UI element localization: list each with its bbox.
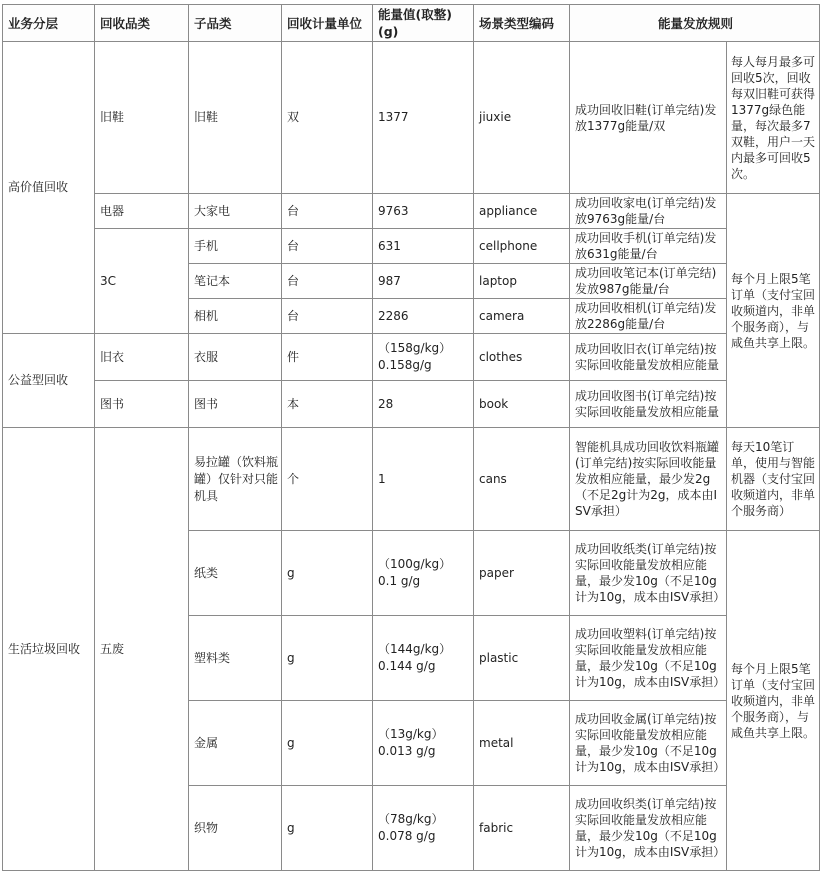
subcategory-cell: 衣服 [189,334,282,381]
rule-cell: 成功回收旧鞋(订单完结)发放1377g能量/双 [570,42,727,194]
rule-cell: 智能机具成功回收饮料瓶罐(订单完结)按实际回收能量发放相应能量，最少发2g（不足2g计为2g，成本由ISV承担） [570,428,727,531]
rule-cell: 成功回收相机(订单完结)发放2286g能量/台 [570,299,727,334]
unit-cell: 双 [282,42,373,194]
limit-cell: 每人每月最多可回收5次，回收每双旧鞋可获得1377g绿色能量，每次最多7双鞋，用户一天内最多可回收5次。 [727,42,820,194]
subcategory-cell: 旧鞋 [189,42,282,194]
energy-cell: （13g/kg） 0.013 g/g [373,701,474,786]
energy-cell: （78g/kg） 0.078 g/g [373,786,474,871]
energy-cell: 28 [373,381,474,428]
subcategory-cell: 大家电 [189,194,282,229]
category-cell: 图书 [95,381,189,428]
rule-cell: 成功回收织类(订单完结)按实际回收能量发放相应能量，最少发10g（不足10g计为10g，成本由ISV承担） [570,786,727,871]
scene-code-cell: paper [474,531,570,616]
subcategory-cell: 图书 [189,381,282,428]
limit-cell: 每天10笔订单，使用与智能机器（支付宝回收频道内，非单个服务商） [727,428,820,531]
limit-cell: 每个月上限5笔订单（支付宝回收频道内，非单个服务商），与咸鱼共享上限。 [727,531,820,871]
header-energy: 能量值(取整)(g) [373,5,474,42]
scene-code-cell: appliance [474,194,570,229]
header-subcategory: 子品类 [189,5,282,42]
scene-code-cell: cellphone [474,229,570,264]
scene-code-cell: camera [474,299,570,334]
header-scene-code: 场景类型编码 [474,5,570,42]
energy-cell: 2286 [373,299,474,334]
energy-cell: 987 [373,264,474,299]
category-cell: 五废 [95,428,189,871]
energy-cell: （144g/kg） 0.144 g/g [373,616,474,701]
unit-cell: 台 [282,229,373,264]
header-rule: 能量发放规则 [570,5,820,42]
table-row [3,428,820,531]
rule-cell: 成功回收家电(订单完结)发放9763g能量/台 [570,194,727,229]
unit-cell: g [282,701,373,786]
header-row [3,5,820,42]
unit-cell: 台 [282,299,373,334]
subcategory-cell: 相机 [189,299,282,334]
scene-code-cell: laptop [474,264,570,299]
rule-cell: 成功回收塑料(订单完结)按实际回收能量发放相应能量，最少发10g（不足10g计为10g，成本由ISV承担） [570,616,727,701]
rule-cell: 成功回收图书(订单完结)按实际回收能量发放相应能量 [570,381,727,428]
unit-cell: 台 [282,194,373,229]
category-cell: 旧鞋 [95,42,189,194]
energy-cell: 631 [373,229,474,264]
energy-cell: 1 [373,428,474,531]
unit-cell: g [282,786,373,871]
energy-rules-table [2,4,820,871]
rule-cell: 成功回收旧衣(订单完结)按实际回收能量发放相应能量 [570,334,727,381]
category-cell: 电器 [95,194,189,229]
energy-cell: 9763 [373,194,474,229]
tier-cell: 生活垃圾回收 [3,428,95,871]
rule-cell: 成功回收纸类(订单完结)按实际回收能量发放相应能量，最少发10g（不足10g计为10g，成本由ISV承担） [570,531,727,616]
subcategory-cell: 金属 [189,701,282,786]
table-row [3,229,820,264]
unit-cell: g [282,616,373,701]
unit-cell: 件 [282,334,373,381]
energy-cell: 1377 [373,42,474,194]
rule-cell: 成功回收笔记本(订单完结)发放987g能量/台 [570,264,727,299]
header-tier: 业务分层 [3,5,95,42]
category-cell: 旧衣 [95,334,189,381]
energy-cell: （158g/kg） 0.158g/g [373,334,474,381]
table-row [3,194,820,229]
table-row [3,334,820,381]
scene-code-cell: book [474,381,570,428]
unit-cell: 本 [282,381,373,428]
subcategory-cell: 纸类 [189,531,282,616]
unit-cell: g [282,531,373,616]
tier-cell: 公益型回收 [3,334,95,428]
table-row [3,42,820,194]
unit-cell: 台 [282,264,373,299]
category-cell: 3C [95,229,189,334]
scene-code-cell: jiuxie [474,42,570,194]
unit-cell: 个 [282,428,373,531]
scene-code-cell: metal [474,701,570,786]
table-row [3,381,820,428]
energy-cell: （100g/kg） 0.1 g/g [373,531,474,616]
scene-code-cell: fabric [474,786,570,871]
subcategory-cell: 织物 [189,786,282,871]
scene-code-cell: cans [474,428,570,531]
tier-cell: 高价值回收 [3,42,95,334]
rule-cell: 成功回收手机(订单完结)发放631g能量/台 [570,229,727,264]
rule-cell: 成功回收金属(订单完结)按实际回收能量发放相应能量，最少发10g（不足10g计为10g，成本由ISV承担） [570,701,727,786]
subcategory-cell: 塑料类 [189,616,282,701]
subcategory-cell: 易拉罐（饮料瓶罐）仅针对只能机具 [189,428,282,531]
subcategory-cell: 手机 [189,229,282,264]
scene-code-cell: plastic [474,616,570,701]
scene-code-cell: clothes [474,334,570,381]
header-unit: 回收计量单位 [282,5,373,42]
limit-cell: 每个月上限5笔订单（支付宝回收频道内，非单个服务商），与咸鱼共享上限。 [727,194,820,428]
header-category: 回收品类 [95,5,189,42]
subcategory-cell: 笔记本 [189,264,282,299]
